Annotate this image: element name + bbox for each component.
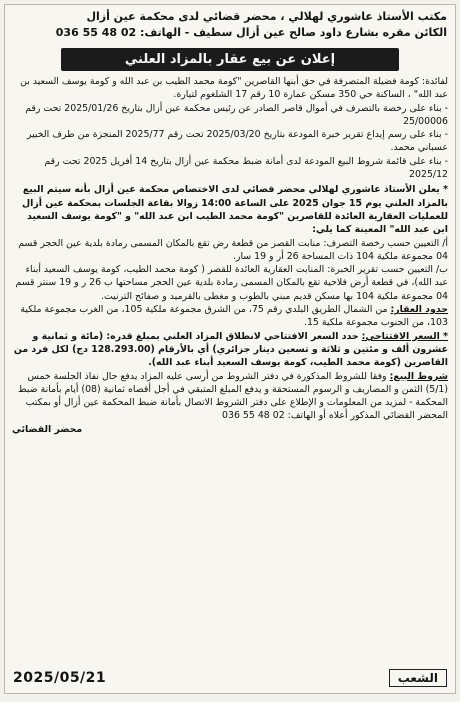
boundaries-text: من الشمال الطريق البلدي رقم 75، من الشرق مجموعة ملكية 105، من الغرب مجموعة ملكية 103، من الجنوب مجموعة ملكية 15. [20, 304, 448, 329]
expert-report-paragraph: - بناء على رسم إيداع تقرير خبرة المودعة بتاريخ 2025/03/20 تحت رقم 2025/77 المنجزة من طرف الخبير عسباني محمد. [26, 129, 448, 154]
auction-announcement-paragraph: * يعلن الأستاذ عاشوري لهلالي محضر قضائي لدى الاختصاص محكمة عين أزال بأنه سيتم البيع بالمزاد العلني يوم 15 جوان 2025 على الساعة 14:00 زوالا بقاعة الجلسات بمحكمة عين أزال للعمليات العقارية العائدة للقاصرين "كومة محمد الطيب ابن عبد الله" و "كومة يوسف السعيد ابن عبد الله" المعينة كما يلي: [21, 184, 448, 236]
bailiff-office-header [5, 5, 455, 43]
designation-by-expertise: ب/ التعيين حسب تقرير الخبرة: المنابت العقارية العائدة للقصر ( كومة محمد الطيب، كومة يوسف السعيد أبناء عبد الله)، في قطعة أرض فلاحية تقع بالمكان المسمى رمادة بلدية عين الحجر مساحتها ب 26 ر و 19 سنتر قسم 04 مجموعة ملكية 104 بها مسكن قديم مبني بالطوب و مغطى بالقرميد و صفائح الترنيت. [15, 264, 448, 302]
sale-conditions-label: شروط البيع: [389, 370, 448, 382]
notice-body [5, 75, 455, 436]
publication-date: 2025/05/21 [13, 670, 107, 686]
opening-price-label: * السعر الافتتاحي: [361, 330, 448, 342]
office-address-line: الكائن مقره بشارع داود صالح عين أزال سطيف - الهاتف: 02 48 55 036 [55, 26, 447, 39]
sale-conditions-text: وفقا للشروط المذكورة في دفتر الشروط من أرسى عليه المزاد يدفع حال نفاذ الجلسة خمس (5/1) الثمن و المصاريف و الرسوم المستحقة و يدفع المبلغ المتبقي في أجل أقصاه ثمانية (08) أيام بأمانة ضبط المحكمة - لمزيد من المعلومات و الإطلاع على دفتر الشروط الاتصال بأمانة ضبط المحكمة عين أزال أو بمكتب المحضر القضائي المذكور أعلاه أو الهاتف: 02 48 55 036 [17, 370, 448, 422]
boundaries-label: حدود العقار: [390, 304, 448, 316]
sale-conditions [12, 370, 448, 423]
newspaper-notice [4, 4, 456, 694]
conditions-list-paragraph: - بناء على قائمة شروط البيع المودعة لدى أمانة ضبط محكمة عين أزال بتاريخ 14 أفريل 2025 تحت رقم 2025/12 [44, 155, 448, 181]
permit-paragraph: - بناء على رخصة بالتصرف في أموال قاصر الصادر عن رئيس محكمة عين أزال بتاريخ 2025/01/26 تحت رقم 25/00006 [25, 102, 448, 127]
opening-price-text: حدد السعر الافتتاحي لانطلاق المزاد العلني بمبلغ قدره: (مائة و ثمانية و عشرون ألف و مئتين و ثلاثة و تسعين دينار جزائري) أي بالأرقام (128.293.00 دج) لكل فرد من القاصرين (كومة محمد الطيب، كومة يوسف السعيد أبناء عبد الله). [13, 330, 448, 369]
office-name-line: مكتب الأستاذ عاشوري لهلالي ، محضر قضائي لدى محكمة عين أزال [86, 10, 447, 23]
signature-line: محضر القضائي [12, 423, 83, 435]
property-boundaries [12, 303, 448, 330]
beneficiary-paragraph: لفائدة: كومة فضيلة المتصرفة في حق أبنها القاصرين "كومة محمد الطيب بن عبد الله و كومة يوسف السعيد بن عبد الله" ، الساكنة حي 350 مسكن عمارة 10 رقم 17 الشلغوم لتيارة. [20, 76, 448, 101]
designation-by-permit: أ/ التعيين حسب رخصة التصرف: منابت القصر من قطعة رض تقع بالمكان المسمى رمادة بلدية عين الحجر قسم 04 مجموعة ملكية 104 ذات المساحة 26 أر و 19 سار. [18, 237, 448, 262]
notice-title: إعلان عن بيع عقار بالمزاد العلني [61, 48, 399, 71]
publication-footer [13, 669, 447, 687]
opening-price [12, 330, 448, 370]
newspaper-name: الشعب [389, 669, 447, 687]
